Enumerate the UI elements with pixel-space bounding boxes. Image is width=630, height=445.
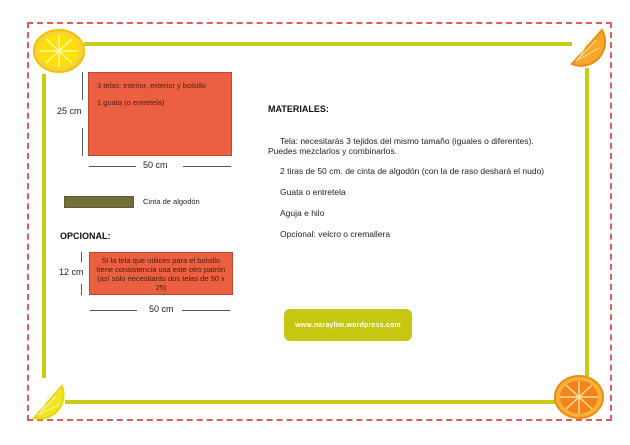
height-dimension-line	[81, 284, 82, 295]
blog-url-text: www.naraylim.wordpress.com	[295, 321, 401, 329]
green-frame-bottom	[65, 400, 561, 404]
optional-height-label: 12 cm	[59, 267, 84, 277]
height-dimension-line	[82, 72, 83, 100]
lemon-wedge-icon	[30, 382, 70, 422]
materials-item: Tela: necesitarás 3 tejidos del mismo tamaño (iguales o diferentes).	[280, 136, 534, 146]
optional-pattern-text: Si la tela que utilices para el bolsillo tiene consistencia usa este otro patrón (así sólo necesitarás dos telas de 50 x 25)	[96, 255, 226, 292]
materials-item: 2 tiras de 50 cm. de cinta de algodón (con la de raso deshará el nudo)	[280, 166, 545, 176]
green-frame-top	[84, 42, 572, 46]
ribbon-label: Cinta de algodón	[143, 197, 200, 206]
main-width-label: 50 cm	[143, 160, 168, 170]
orange-wedge-icon	[568, 26, 608, 68]
orange-slice-icon	[553, 374, 605, 420]
lemon-slice-icon	[32, 28, 86, 74]
main-fabric-pattern	[88, 72, 232, 156]
materials-item: Opcional: velcro o cremallera	[280, 229, 391, 239]
main-height-label: 25 cm	[57, 106, 82, 116]
materials-item: Aguja e hilo	[280, 208, 325, 218]
optional-title: OPCIONAL:	[60, 231, 111, 241]
width-dimension-line	[183, 166, 231, 167]
green-frame-left	[42, 74, 46, 378]
width-dimension-line	[90, 310, 137, 311]
blog-url-badge[interactable]	[284, 309, 412, 341]
height-dimension-line	[82, 128, 83, 156]
materials-title: MATERIALES:	[268, 104, 329, 114]
batting-text: 1 guata (o entretela)	[97, 98, 165, 107]
width-dimension-line	[89, 166, 136, 167]
optional-fabric-pattern	[89, 252, 233, 295]
materials-item: Guata o entretela	[280, 187, 346, 197]
cotton-ribbon-swatch	[64, 196, 134, 208]
materials-item: Puedes mezclarlos y combinarlos.	[268, 146, 397, 156]
fabric-pieces-text: 3 telas: interior, exterior y bolsillo	[97, 81, 206, 90]
height-dimension-line	[81, 252, 82, 262]
width-dimension-line	[182, 310, 230, 311]
optional-width-label: 50 cm	[149, 304, 174, 314]
green-frame-right	[585, 68, 589, 376]
